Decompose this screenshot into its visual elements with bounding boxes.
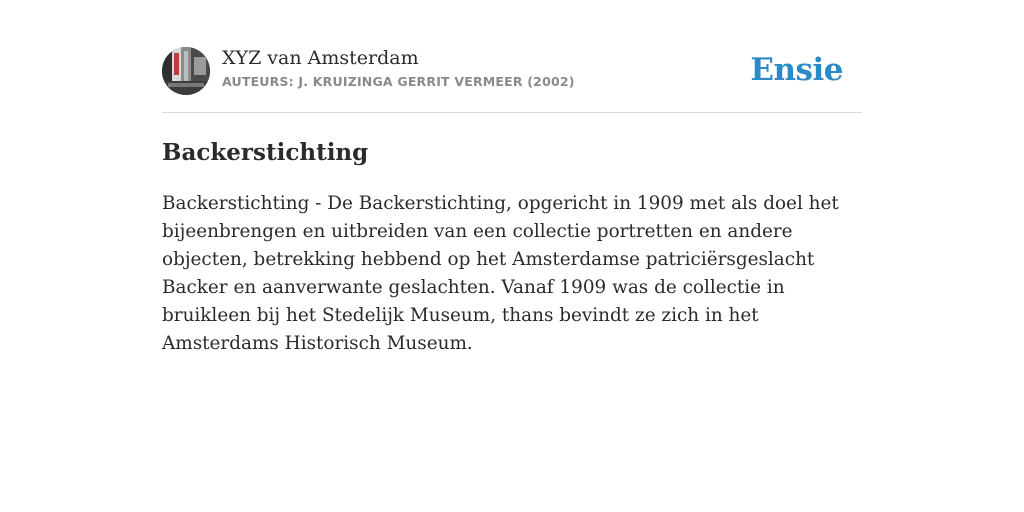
book-authors: AUTEURS: J. KRUIZINGA GERRIT VERMEER (2002) [222,74,575,89]
book-header [162,46,862,113]
book-cover-icon[interactable] [162,47,210,95]
entry-body: Backerstichting - De Backerstichting, opgericht in 1909 met als doel het bijeenbrengen en uitbreiden van een collectie portretten en andere objecten, betrekking hebbend op het Amsterdamse patriciërsgeslacht Backer en aanverwante geslachten. Vanaf 1909 was de collectie in bruikleen bij het Stedelijk Museum, thans bevindt ze zich in het Amsterdams Historisch Museum. [162,193,839,354]
book-title[interactable]: XYZ van Amsterdam [222,47,419,69]
ensie-logo[interactable]: Ensie [750,52,843,88]
entry-title: Backerstichting [162,139,369,166]
entry-card [162,46,862,354]
